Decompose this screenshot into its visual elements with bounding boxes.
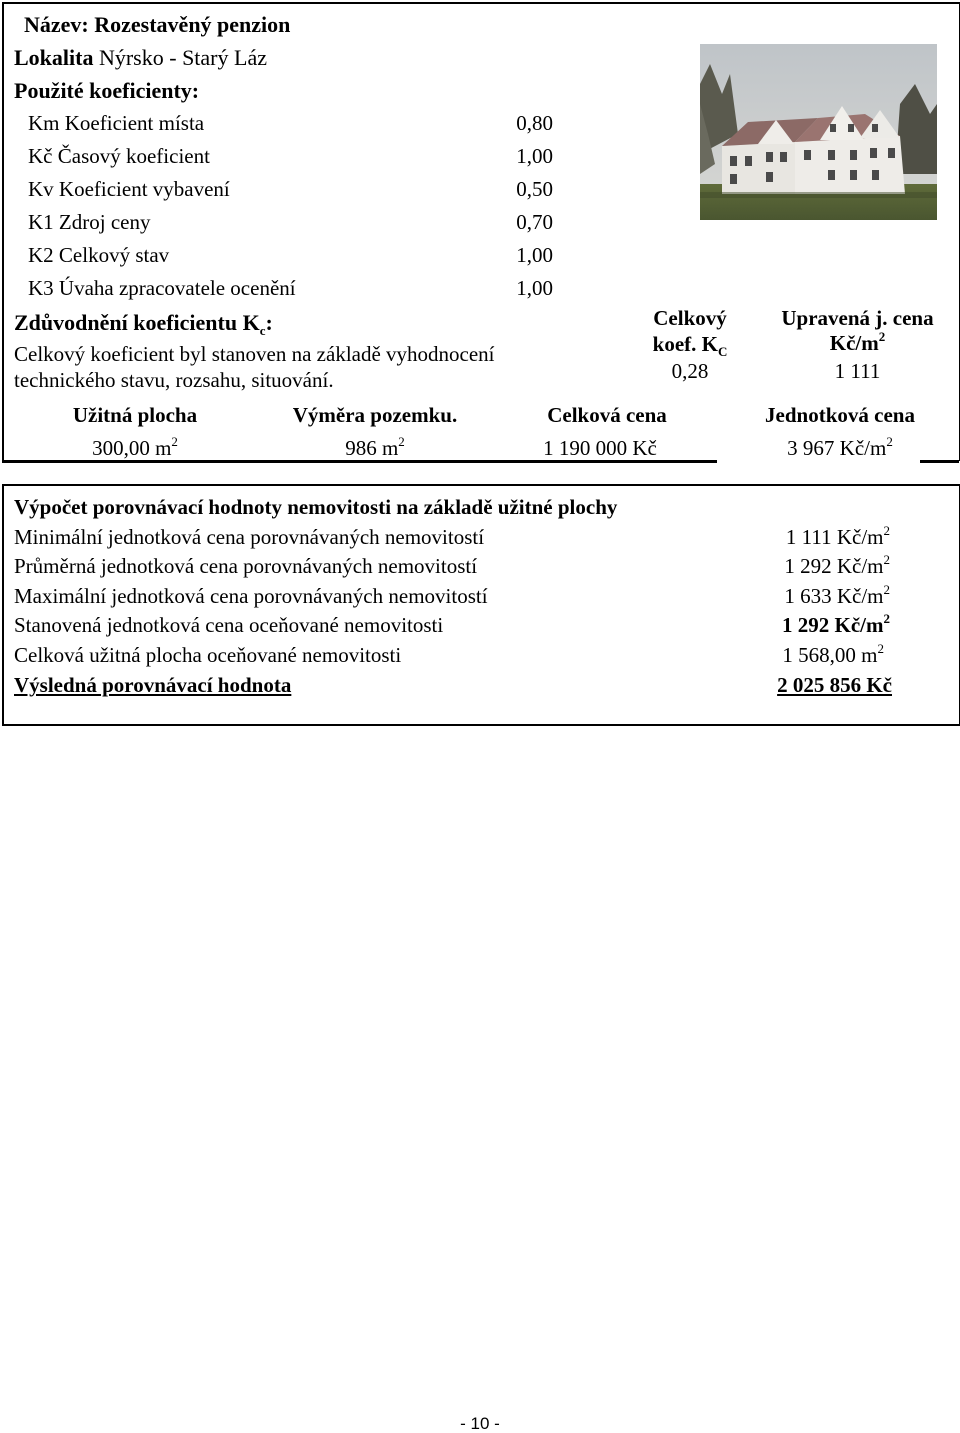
comparison-row-label: Stanovená jednotková cena oceňované nemovitosti xyxy=(14,613,444,637)
coefficient-value: 1,00 xyxy=(516,144,553,168)
coefficient-label: K1 Zdroj ceny xyxy=(28,210,151,234)
coefficient-label: K2 Celkový stav xyxy=(28,243,170,267)
coefficient-label: Kč Časový koeficient xyxy=(28,144,210,168)
comparison-row-value: 1 568,00 $m^2$ xyxy=(782,641,884,667)
comparison-row-value: 1 633 $Kč/m^2$ xyxy=(784,582,890,608)
adjusted-price-unit: $Kč/m^2$ xyxy=(829,329,886,355)
adjusted-price-label: Upravená j. cena xyxy=(781,306,934,330)
result-value: 2 025 856 Kč xyxy=(777,673,892,697)
justification-title: Zdůvodnění koeficientu $K_c$: xyxy=(14,310,273,338)
card-bottom-rule xyxy=(2,460,717,463)
page-number: - 10 - xyxy=(460,1414,500,1433)
summary-total-price: 1 190 000 Kč xyxy=(543,436,657,460)
coefficient-value: 0,80 xyxy=(516,111,553,135)
justification-line: technického stavu, rozsahu, situování. xyxy=(14,368,334,392)
summary-header-total-price: Celková cena xyxy=(547,403,667,427)
coefficient-value: 0,70 xyxy=(516,210,553,234)
property-name: Název: Rozestavěný penzion xyxy=(24,12,291,37)
coefficient-label: Kv Koeficient vybavení xyxy=(28,177,230,201)
coefficient-value: 0,50 xyxy=(516,177,553,201)
comparison-row-value: 1 111 $Kč/m^2$ xyxy=(785,523,890,549)
comparison-row-label: Průměrná jednotková cena porovnávaných nemovitostí xyxy=(14,554,478,578)
property-locality: Lokalita Nýrsko - Starý Láz xyxy=(14,45,267,70)
summary-header-unit-price: Jednotková cena xyxy=(765,403,915,427)
card-bottom-rule-right xyxy=(920,460,959,463)
summary-land-area: 986 $m^2$ xyxy=(345,434,405,460)
result-label: Výsledná porovnávací hodnota xyxy=(14,673,292,697)
comparison-row-label: Maximální jednotková cena porovnávaných nemovitostí xyxy=(14,584,488,608)
coefficient-label: Km Koeficient místa xyxy=(28,111,205,135)
comparison-row-label: Minimální jednotková cena porovnávaných nemovitostí xyxy=(14,525,485,549)
property-photo xyxy=(700,44,937,220)
coefficient-value: 1,00 xyxy=(516,276,553,300)
total-coef-label: Celkový xyxy=(653,306,727,330)
summary-header-usable-area: Užitná plocha xyxy=(72,403,198,427)
coefficient-value: 1,00 xyxy=(516,243,553,267)
coefficient-label: K3 Úvaha zpracovatele ocenění xyxy=(28,276,296,300)
total-coef-label-2: koef. $K_C$ xyxy=(652,332,728,359)
comparison-row-label: Celková užitná plocha oceňované nemovitosti xyxy=(14,643,402,667)
coefficients-title: Použité koeficienty: xyxy=(14,78,200,103)
summary-unit-price: 3 967 $Kč/m^2$ xyxy=(787,434,893,460)
justification-line: Celkový koeficient byl stanoven na základě vyhodnocení xyxy=(14,342,495,366)
comparison-title: Výpočet porovnávací hodnoty nemovitosti na základě užitné plochy xyxy=(14,495,618,519)
comparison-row-value: 1 292 $Kč/m^2$ xyxy=(782,611,890,637)
summary-usable-area: 300,00 $m^2$ xyxy=(92,434,178,460)
adjusted-price-value: 1 111 xyxy=(834,359,881,383)
comparison-row-value: 1 292 $Kč/m^2$ xyxy=(784,552,890,578)
summary-header-land-area: Výměra pozemku. xyxy=(292,403,458,427)
total-coef-value: 0,28 xyxy=(671,359,709,383)
